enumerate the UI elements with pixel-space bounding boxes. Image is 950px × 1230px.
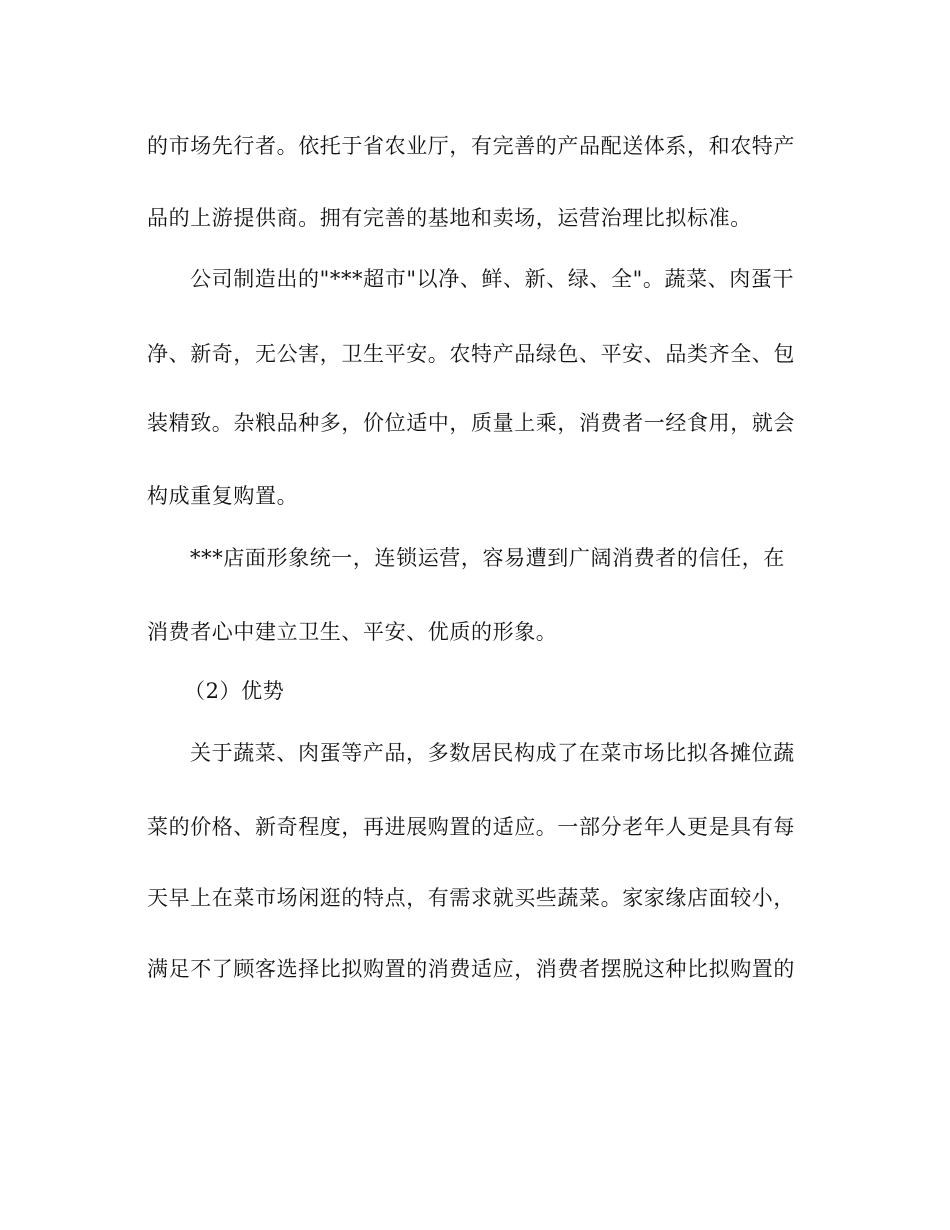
paragraph-line: 品的上游提供商。拥有完善的基地和卖场，运营治理比拟标准。 [147,206,752,230]
paragraph-line: ***店面形象统一，连锁运营，容易遭到广阔消费者的信任，在 [190,546,785,570]
paragraph-line: 构成重复购置。 [147,484,299,508]
paragraph-line: 的市场先行者。依托于省农业厅，有完善的产品配送体系，和农特产 [147,134,795,158]
paragraph-line: 装精致。杂粮品种多，价位适中，质量上乘，消费者一经食用，就会 [147,411,795,435]
paragraph-line: 天早上在菜市场闲逛的特点，有需求就买些蔬菜。家家缘店面较小， [147,886,795,910]
paragraph-line: 净、新奇，无公害，卫生平安。农特产品绿色、平安、品类齐全、包 [147,342,795,366]
paragraph-line: 菜的价格、新奇程度，再进展购置的适应。一部分老年人更是具有每 [147,815,795,839]
paragraph-line: 满足不了顾客选择比拟购置的消费适应，消费者摆脱这种比拟购置的 [147,957,795,981]
paragraph-line: 消费者心中建立卫生、平安、优质的形象。 [147,620,558,644]
paragraph-line: 关于蔬菜、肉蛋等产品，多数居民构成了在菜市场比拟各摊位蔬 [190,741,795,765]
paragraph-line: 公司制造出的"***超市"以净、鲜、新、绿、全"。蔬菜、肉蛋干 [190,267,795,291]
section-heading: （2）优势 [184,679,285,703]
